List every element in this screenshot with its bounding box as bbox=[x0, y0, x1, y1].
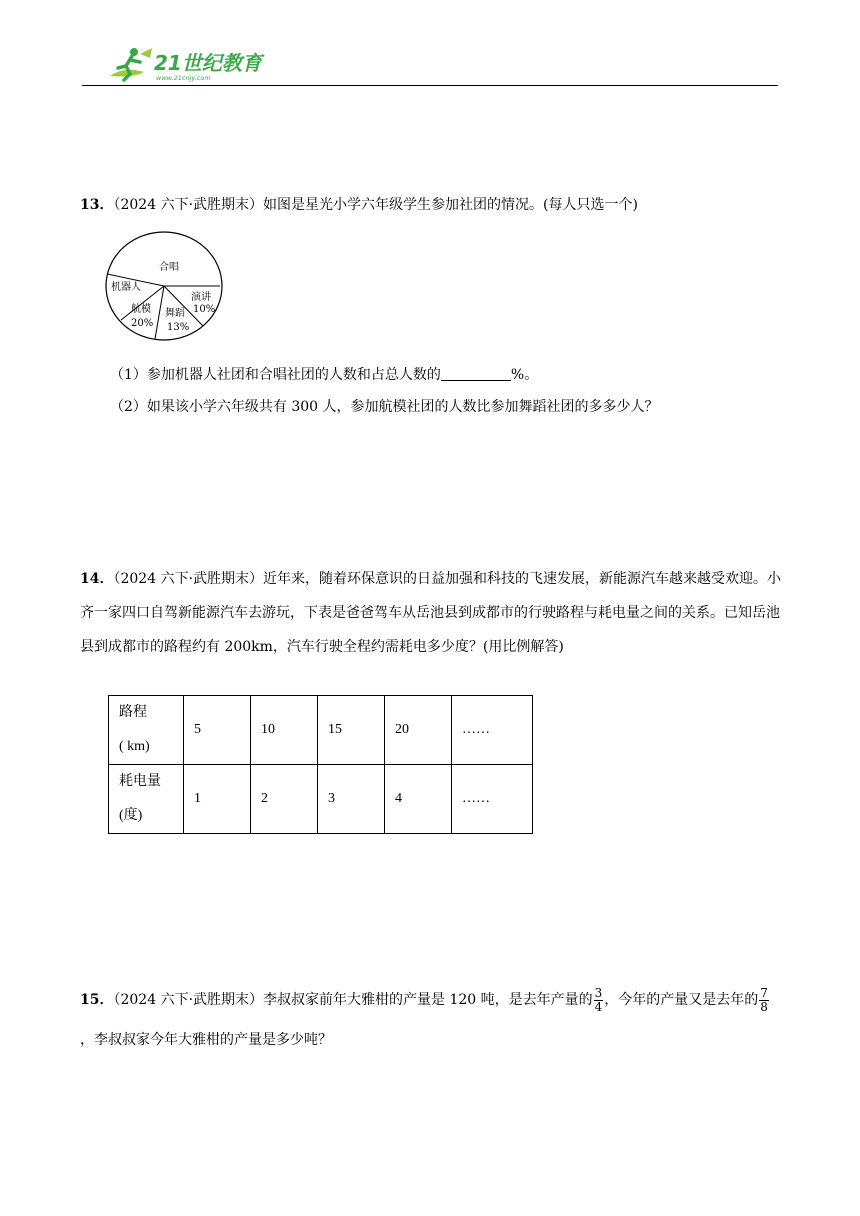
table-cell: 4 bbox=[385, 765, 452, 834]
header-divider bbox=[82, 85, 778, 86]
question-text: 近年来，随着环保意识的日益加强和科技的飞速发展，新能源汽车越来越受欢迎。小齐一家四口自驾新能源汽车去游玩，下表是爸爸驾车从岳池县到成都市的行驶路程与耗电量之间的关系。已知岳池县到成都市的路程约有 200km，汽车行驶全程约需耗电多少度？(用比例解答) bbox=[80, 571, 782, 655]
question-source: （2024 六下·武胜期末） bbox=[113, 197, 264, 213]
sub1-text: （1）参加机器人社团和合唱社团的人数和占总人数的 bbox=[110, 367, 441, 383]
question-15 bbox=[80, 980, 782, 1060]
question-14 bbox=[80, 562, 782, 664]
table-cell: 10 bbox=[251, 696, 318, 765]
question-number: 13． bbox=[80, 197, 114, 213]
question-13 bbox=[80, 190, 782, 220]
answer-blank[interactable] bbox=[441, 366, 511, 381]
table-cell: 3 bbox=[318, 765, 385, 834]
logo-url: www.21cnjy.com bbox=[156, 74, 211, 82]
slice-divider bbox=[155, 286, 164, 339]
pie-chart-svg bbox=[103, 228, 225, 344]
pie-label-dance: 舞蹈 bbox=[165, 308, 185, 319]
question-source: （2024 六下·武胜期末） bbox=[113, 992, 264, 1008]
table-cell: 2 bbox=[251, 765, 318, 834]
question-text: 如图是星光小学六年级学生参加社团的情况。(每人只选一个) bbox=[263, 197, 638, 213]
table-row bbox=[109, 696, 533, 765]
pie-value-speech: 10% bbox=[193, 304, 216, 315]
table-cell: …… bbox=[452, 765, 533, 834]
pie-label-chorus: 合唱 bbox=[159, 262, 179, 273]
question-number: 14． bbox=[80, 571, 114, 587]
q13-subquestion-2: （2）如果该小学六年级共有 300 人，参加航模社团的人数比参加舞蹈社团的多多少人？ bbox=[110, 399, 659, 415]
row-header-distance: 路程 ( km) bbox=[109, 696, 184, 765]
logo-graphic bbox=[104, 44, 274, 84]
question-number: 15． bbox=[80, 992, 114, 1008]
question-text: ，今年的产量又是去年的 bbox=[604, 992, 759, 1008]
pie-label-model: 航模 bbox=[131, 304, 151, 315]
table-cell: 15 bbox=[318, 696, 385, 765]
table-cell: 20 bbox=[385, 696, 452, 765]
table-cell: 5 bbox=[184, 696, 251, 765]
table-cell: 1 bbox=[184, 765, 251, 834]
table-cell: …… bbox=[452, 696, 533, 765]
pie-value-dance: 13% bbox=[167, 322, 190, 333]
pie-label-robot: 机器人 bbox=[111, 282, 141, 293]
fraction-seven-eighths: $\frac{7}{8}$ bbox=[760, 985, 768, 1014]
question-text: ，李叔叔家今年大雅柑的产量是多少吨？ bbox=[80, 1032, 332, 1048]
sub1-suffix: %。 bbox=[510, 367, 539, 383]
site-logo bbox=[104, 44, 274, 84]
question-text: 李叔叔家前年大雅柑的产量是 120 吨，是去年产量的 bbox=[263, 992, 593, 1008]
pie-chart bbox=[103, 228, 225, 344]
table-row bbox=[109, 765, 533, 834]
question-source: （2024 六下·武胜期末） bbox=[113, 571, 264, 587]
logo-text: 21世纪教育 bbox=[154, 51, 262, 75]
pie-value-model: 20% bbox=[131, 318, 154, 329]
distance-power-table bbox=[108, 695, 533, 834]
q13-subquestion-1 bbox=[110, 364, 538, 386]
row-header-power: 耗电量 (度) bbox=[109, 765, 184, 834]
pie-label-speech: 演讲 bbox=[191, 292, 211, 303]
fraction-three-quarters: $\frac{3}{4}$ bbox=[594, 985, 603, 1014]
